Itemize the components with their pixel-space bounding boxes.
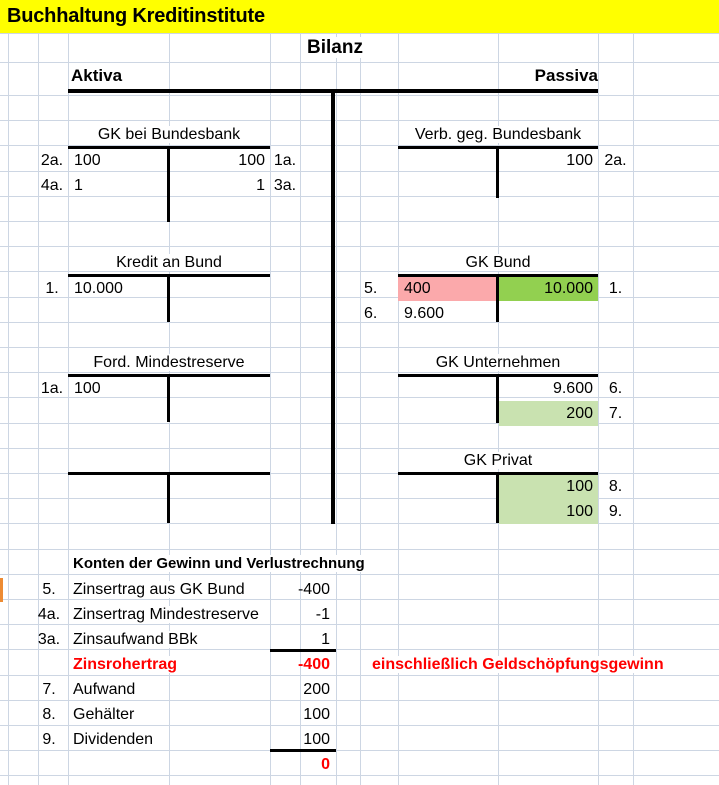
entry-ref[interactable]: 1a. <box>40 380 64 397</box>
entry-debit[interactable]: 10.000 <box>74 280 123 297</box>
pnl-label[interactable]: Zinsertrag Mindestreserve <box>73 606 259 623</box>
pnl-ref[interactable]: 3a. <box>37 631 61 648</box>
gridline-h <box>0 95 719 96</box>
account-title[interactable]: GK Privat <box>463 452 533 469</box>
page-title: Buchhaltung Kreditinstitute <box>7 5 265 27</box>
account-title[interactable]: Kredit an Bund <box>116 254 222 271</box>
pnl-label-zinsrohertrag[interactable]: Zinsrohertrag <box>73 656 178 673</box>
pnl-ref[interactable]: 8. <box>42 706 56 723</box>
account-title[interactable]: Verb. geg. Bundesbank <box>414 126 582 143</box>
entry-debit[interactable]: 1 <box>74 177 83 194</box>
pnl-value[interactable]: 100 <box>303 731 330 748</box>
gridline-h <box>0 196 719 197</box>
pnl-value[interactable]: 1 <box>321 631 330 648</box>
bilanz-title[interactable]: Bilanz <box>307 37 363 58</box>
entry-debit[interactable]: 9.600 <box>404 305 445 322</box>
entry-ref[interactable]: 1. <box>45 280 59 297</box>
entry-credit[interactable]: 9.600 <box>552 380 593 397</box>
pnl-value[interactable]: 200 <box>303 681 330 698</box>
pnl-label[interactable]: Zinsaufwand BBk <box>73 631 198 648</box>
gridline-h <box>0 448 719 449</box>
aktiva-header[interactable]: Aktiva <box>71 66 123 85</box>
gridline-h <box>0 246 719 247</box>
account-title[interactable]: Ford. Mindestreserve <box>93 354 245 371</box>
entry-ref[interactable]: 6. <box>364 305 378 322</box>
entry-debit[interactable]: 100 <box>74 380 101 397</box>
account-title[interactable]: GK Unternehmen <box>435 354 561 371</box>
pnl-label[interactable]: Gehälter <box>73 706 135 723</box>
gridline-h <box>0 347 719 348</box>
account-t-stem <box>167 374 170 422</box>
row-selection-marker <box>0 578 3 602</box>
entry-credit[interactable]: 1 <box>256 177 265 194</box>
gridline-h <box>0 221 719 222</box>
pnl-value[interactable]: -1 <box>315 606 330 623</box>
pnl-title[interactable]: Konten der Gewinn und Verlustrechnung <box>73 555 365 572</box>
pnl-label[interactable]: Zinsertrag aus GK Bund <box>73 581 245 598</box>
entry-ref[interactable]: 2a. <box>40 152 64 169</box>
pnl-ref[interactable]: 5. <box>42 581 56 598</box>
gridline-h <box>0 549 719 550</box>
pnl-value[interactable]: 100 <box>303 706 330 723</box>
pnl-note[interactable]: einschließlich Geldschöpfungsgewinn <box>372 656 664 673</box>
gridline-h <box>0 322 719 323</box>
gridline-h <box>0 775 719 776</box>
pnl-label[interactable]: Dividenden <box>73 731 154 748</box>
balance-divider-line <box>331 91 335 524</box>
passiva-header[interactable]: Passiva <box>534 66 598 85</box>
account-title[interactable]: GK bei Bundesbank <box>97 126 241 143</box>
pnl-value[interactable]: -400 <box>297 656 330 673</box>
entry-credit[interactable]: 10.000 <box>544 280 593 297</box>
pnl-ref[interactable]: 7. <box>42 681 56 698</box>
title-bar[interactable] <box>0 0 719 33</box>
account-t-stem <box>167 274 170 322</box>
entry-ref[interactable]: 4a. <box>40 177 64 194</box>
entry-credit[interactable]: 100 <box>566 152 593 169</box>
entry-credit[interactable]: 200 <box>566 405 593 422</box>
entry-ref[interactable]: 3a. <box>273 177 297 194</box>
entry-credit[interactable]: 100 <box>566 503 593 520</box>
pnl-ref[interactable]: 9. <box>42 731 56 748</box>
pnl-value[interactable]: -400 <box>297 581 330 598</box>
entry-credit[interactable]: 100 <box>566 478 593 495</box>
entry-debit[interactable]: 400 <box>404 280 431 297</box>
pnl-ref[interactable]: 4a. <box>37 606 61 623</box>
account-title[interactable]: GK Bund <box>465 254 531 271</box>
account-t-stem <box>167 472 170 523</box>
entry-ref[interactable]: 7. <box>608 405 623 422</box>
entry-ref[interactable]: 9. <box>608 503 623 520</box>
pnl-result-value[interactable]: 0 <box>321 756 330 773</box>
entry-ref[interactable]: 1. <box>608 280 623 297</box>
entry-ref[interactable]: 2a. <box>604 152 627 169</box>
entry-ref[interactable]: 1a. <box>273 152 297 169</box>
entry-ref[interactable]: 8. <box>608 478 623 495</box>
entry-debit[interactable]: 100 <box>74 152 101 169</box>
entry-ref[interactable]: 6. <box>608 380 623 397</box>
entry-credit[interactable]: 100 <box>238 152 265 169</box>
pnl-label[interactable]: Aufwand <box>73 681 136 698</box>
entry-ref[interactable]: 5. <box>364 280 378 297</box>
